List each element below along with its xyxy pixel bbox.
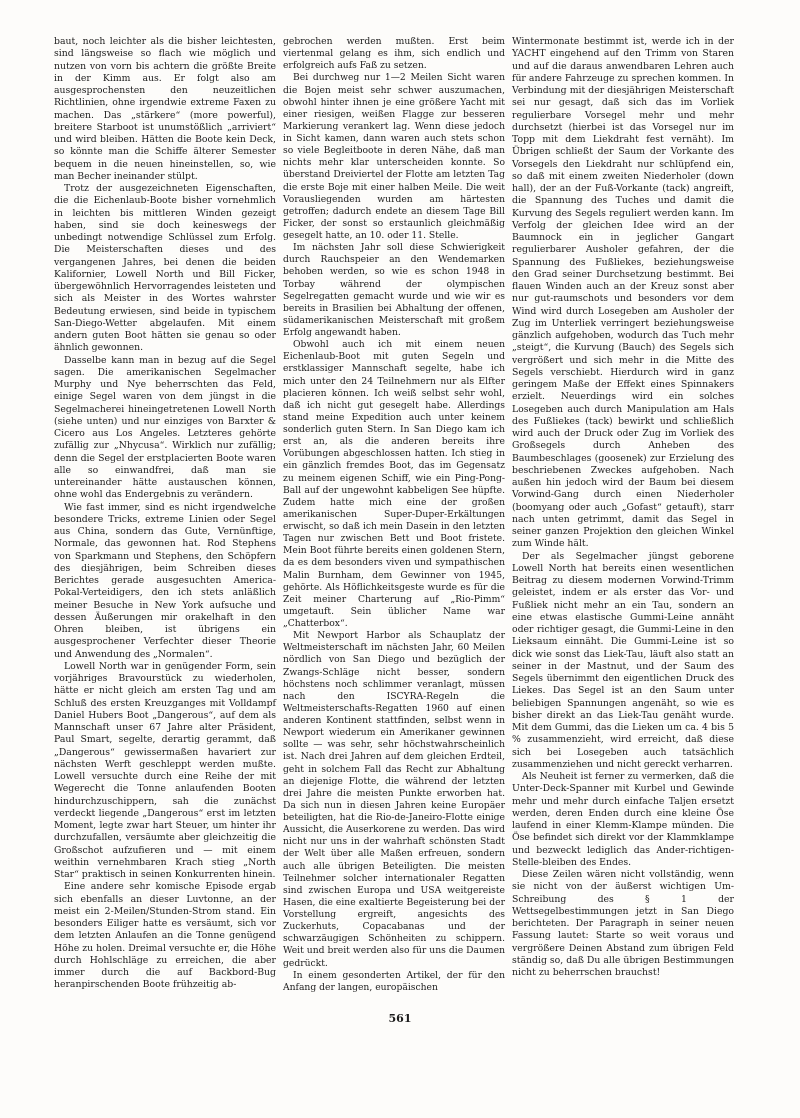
paragraph: baut, noch leichter als die bisher leichtesten, sind längsweise so flach wie möglich und nutzen von vorn bis achtern die größte Breite in der Kimm aus. Er folgt also am ausgesprochensten den neuzeitlichen Richtlinien, ohne irgendwie extreme Faxen zu machen. Das „stärkere“ (more powerful), breitere Starboot ist unumstößlich „arriviert“ und wird bleiben. Hätten die Boote kein Deck, so könnte man die Schiffe älterer Semester bequem in die neuen hineinstellen, so, wie man Becher ineinander stülpt. <box>54 36 276 182</box>
page-number: 561 <box>388 1012 412 1025</box>
paragraph: Eine andere sehr komische Episode ergab sich ebenfalls an dieser Luvtonne, an der meist ein 2-Meilen/Stunden-Strom stand. Ein besonders Eiliger hatte es versäumt, sich vor dem letzten Anlaufen an die Tonne genügend Höhe zu holen. Dreimal versuchte er, die Höhe durch Hohlschläge zu erreichen, die aber immer durch die auf Backbord-Bug heranpirschenden Boote frühzeitig ab- <box>54 881 276 991</box>
paragraph: Diese Zeilen wären nicht vollständig, wenn sie nicht von der äußerst wichtigen Um-Schreibung des § 1 der Wettsegelbestimmungen jetzt in San Diego berichteten. Der Paragraph in seiner neuen Fassung lautet: Starte so weit voraus und vergrößere Deinen Abstand zum übrigen Feld ständig so, daß Du alle übrigen Bestimmungen nicht zu beherrschen brauchst! <box>512 869 734 978</box>
paragraph: gebrochen werden mußten. Erst beim viertenmal gelang es ihm, sich endlich und erfolgreich aufs Faß zu setzen. <box>283 36 505 72</box>
paragraph: Mit Newport Harbor als Schauplatz der Weltmeisterschaft im nächsten Jahr, 60 Meilen nördlich von San Diego und bezüglich der Zwangs-Schläge nicht besser, sondern höchstens noch schlimmer veranlagt, müssen nach den ISCYRA-Regeln die Weltmeisterschafts-Regatten 1960 auf einen anderen Kontinent stattfinden, selbst wenn in Newport wiederum ein Amerikaner gewinnen sollte — was sehr, sehr höchstwahrscheinlich ist. Nach drei Jahren auf dem gleichen Erdteil, geht in solchem Fall das Recht zur Abhaltung an diejenige Flotte, die während der letzten drei Jahre die meisten Punkte erworben hat. Da sich nun in diesen Jahren keine Europäer beteiligten, hat die Rio-de-Janeiro-Flotte einige Aussicht, die Auserkorene zu werden. Das wird nicht nur uns in der wahrhaft schönsten Stadt der Welt über alle Maßen erfreuen, sondern auch alle übrigen Beteiligten. Die meisten Teilnehmer solcher internationaler Regatten sind zwischen Europa und USA weitgereiste Hasen, die eine exaltierte Begeisterung bei der Vorstellung ergreift, angesichts des Zuckerhuts, Copacabanas und der schwarzäugigen Schönheiten zu schippern. Weit und breit werden also für uns die Daumen gedrückt. <box>283 630 505 969</box>
text-column-1 <box>54 36 276 992</box>
paragraph: Als Neuheit ist ferner zu vermerken, daß die Unter-Deck-Spanner mit Kurbel und Gewinde mehr und mehr durch einfache Taljen ersetzt werden, deren Enden durch eine kleine Öse laufend in einer Klemm-Klampe münden. Die Öse befindet sich direkt vor der Klammklampe und bezweckt lediglich das Ander-richtigen-Stelle-bleiben des Endes. <box>512 771 734 868</box>
paragraph: Der als Segelmacher jüngst geborene Lowell North hat bereits einen wesentlichen Beitrag zu diesem modernen Vorwind-Trimm geleistet, indem er als erster das Vor- und Fußliek nicht mehr an ein Tau, sondern an eine etwas elastische Gummi-Leine annäht oder richtiger gesagt, die Gummi-Leine in den Lieksaum einnäht. Die Gummi-Leine ist so dick wie sonst das Liek-Tau, läuft also statt an seiner in der Mastnut, und der Saum des Segels übernimmt den eigentlichen Druck des Liekes. Das Segel ist an den Saum unter beliebigen Spannungen angenäht, so wie es bisher direkt an das Liek-Tau genäht wurde. Mit dem Gummi, das die Lieken um ca. 4 bis 5 % zusammenzieht, wird erreicht, daß diese sich bei Losegeben auch tatsächlich zusammenziehen und nicht gereckt verharren. <box>512 550 734 770</box>
paragraph: Wie fast immer, sind es nicht irgendwelche besondere Tricks, extreme Linien oder Segel aus China, sondern das Gute, Vernünftige, Normale, das gewonnen hat. Rod Stephens von Sparkmann und Stephens, den Schöpfern des diesjährigen, beim Schreiben dieses Berichtes gerade ausgesuchten America-Pokal-Verteidigers, den ich stets anläßlich meiner Besuche in New York aufsuche und dessen Äußerungen mir orakelhaft in den Ohren bleiben, ist übrigens ein ausgesprochener Verfechter dieser Theorie und Anwendung des „Normalen“. <box>54 501 276 660</box>
paragraph: Bei durchweg nur 1—2 Meilen Sicht waren die Bojen meist sehr schwer auszumachen, obwohl hinter ihnen je eine größere Yacht mit einer riesigen, weißen Flagge zur besseren Markierung verankert lag. Wenn diese jedoch in Sicht kamen, dann waren auch stets schon so viele Begleitboote in deren Nähe, daß man nichts mehr klar unterscheiden konnte. So überstand Dreiviertel der Flotte am letzten Tag die erste Boje mit einer halben Meile. Die weit Vorausliegenden wurden am härtesten getroffen; dadurch endete an diesem Tage Bill Ficker, der sonst so erstaunlich gleichmäßig gesegelt hatte, an 10. oder 11. Stelle. <box>283 72 505 241</box>
text-column-2 <box>283 36 505 994</box>
text-column-3 <box>512 36 734 979</box>
paragraph: Obwohl auch ich mit einem neuen Eichenlaub-Boot mit guten Segeln und erstklassiger Mannschaft segelte, habe ich mich unter den 24 Teilnehmern nur als Elfter placieren können. Ich weiß selbst sehr wohl, daß ich nicht gut gesegelt habe. Allerdings stand meine Expedition auch unter keinem sonderlich guten Stern. In San Diego kam ich erst an, als die anderen bereits ihre Vorübungen abgeschlossen hatten. Ich stieg in ein gänzlich fremdes Boot, das im Gegensatz zu meinem eigenen Schiff, wie ein Ping-Pong-Ball auf der ungewohnt kabbeligen See hüpfte. Zudem hatte mich eine der großen amerikanischen Super-Duper-Erkältungen erwischt, so daß ich mein Dasein in den letzten Tagen nur zwischen Bett und Boot fristete. Mein Boot führte bereits einen goldenen Stern, da es dem besonders viven und sympathischen Malin Burnham, dem Gewinner von 1945, gehörte. Als Höflichkeitsgeste wurde es für die Zeit meiner Charterung auf „Rio-Pimm“ umgetauft. Sein üblicher Name war „Chatterbox“. <box>283 339 505 629</box>
paragraph: Trotz der ausgezeichneten Eigenschaften, die die Eichenlaub-Boote bisher vornehmlich in leichten bis mittleren Winden gezeigt haben, sind sie doch keineswegs der unbedingt notwendige Schlüssel zum Erfolg. Die Meisterschaften dieses und des vergangenen Jahres, bei denen die beiden Kalifornier, Lowell North und Bill Ficker, übergewöhnlich Hervorragendes leisteten und sich als Meister in des Wortes wahrster Bedeutung erwiesen, sind beide in typischem San-Diego-Wetter abgelaufen. Mit einem andern guten Boot hätten sie genau so oder ähnlich gewonnen. <box>54 183 276 354</box>
paragraph: In einem gesonderten Artikel, der für den Anfang der langen, europäischen <box>283 969 505 993</box>
paragraph: Wintermonate bestimmt ist, werde ich in der YACHT eingehend auf den Trimm von Staren und auf die daraus anwendbaren Lehren auch für andere Fahrzeuge zu sprechen kommen. In Verbindung mit der diesjährigen Meisterschaft sei nur gesagt, daß sich das im Vorliek regulierbare Vorsegel mehr und mehr durchsetzt (hierbei ist das Vorsegel nur im Topp mit dem Liekdraht fest vernäht). Im Übrigen schließt der Saum der Vorkante des Vorsegels den Liekdraht nur schlüpfend ein, so daß mit einem zweiten Niederholer (down hall), der an der Fuß-Vorkante (tack) angreift, die Spannung des Tuches und damit die Kurvung des Segels reguliert werden kann. Im Verfolg der gleichen Idee wird an der Baumnock ein in jeglicher Gangart regulierbarer Ausholer gefahren, der die Spannung des Fußliekes, beziehungsweise den Grad seiner Durchsetzung bestimmt. Bei flauen Winden auch an der Kreuz sonst aber nur gut-raumschots und besonders vor dem Wind wird durch Losegeben am Ausholer der Zug im Unterliek verringert beziehungsweise gänzlich aufgehoben, wodurch das Tuch mehr „steigt“, die Kurvung (Bauch) des Segels sich vergrößert und sich mehr in die Mitte des Segels verschiebt. Hierdurch wird in ganz geringem Maße der Effekt eines Spinnakers erzielt. Neuerdings wird ein solches Losegeben auch durch Manipulation am Hals des Fußliekes (tack) bewirkt und schließlich wird auch der Druck oder Zug im Vorliek des Großsegels durch Anheben des Baumbeschlages (goosenek) zur Erzielung des beschriebenen Zweckes aufgehoben. Nach außen hin jedoch wird der Baum bei diesem Vorwind-Gang durch einen Niederholer (boomyang oder auch „Gofast“ getauft), starr nach unten getrimmt, damit das Segel in seiner ganzen Projektion den gleichen Winkel zum Winde hält. <box>512 36 734 550</box>
paragraph: Lowell North war in genügender Form, sein vorjähriges Bravourstück zu wiederholen, hätte er nicht gleich am ersten Tag und am Schluß des ersten Kreuzganges mit Volldampf Daniel Hubers Boot „Dangerous“, auf dem als Mannschaft unser 67 Jahre alter Präsident, Paul Smart, segelte, derartig gerammt, daß „Dangerous“ gewissermaßen havariert zur nächsten Werft geschleppt werden mußte. Lowell versuchte durch eine Reihe der mit Wegerecht die Tonne anlaufenden Booten hindurchzuschippern, sah die zunächst verdeckt liegende „Dangerous“ erst im letzten Moment, legte zwar hart Steuer, um hinter ihr durchzufallen, versäumte aber gleichzeitig die Großschot aufzufieren und — mit einem weithin vernehmbaren Krach stieg „North Star“ praktisch in seinen Konkurrenten hinein. <box>54 660 276 880</box>
paragraph: Dasselbe kann man in bezug auf die Segel sagen. Die amerikanischen Segelmacher Murphy und Nye beherrschten das Feld, einige Segel waren von dem jüngst in die Segelmacherei hineingetretenen Lowell North (siehe unten) und nur einziges von Barxter & Cicero aus Los Angeles. Letzteres gehörte zufällig zur „Nhycusa“. Wirklich nur zufällig; denn die Segel der erstplacierten Boote waren alle so einwandfrei, daß man sie untereinander hätte austauschen können, ohne wohl das Endergebnis zu verändern. <box>54 354 276 501</box>
paragraph: Im nächsten Jahr soll diese Schwierigkeit durch Rauchspeier an den Wendemarken behoben werden, so wie es schon 1948 in Torbay während der olympischen Segelregatten gemacht wurde und wie wir es bereits in Brasilien bei Abhaltung der offenen, südamerikanischen Meisterschaft mit großem Erfolg angewandt haben. <box>283 242 505 338</box>
